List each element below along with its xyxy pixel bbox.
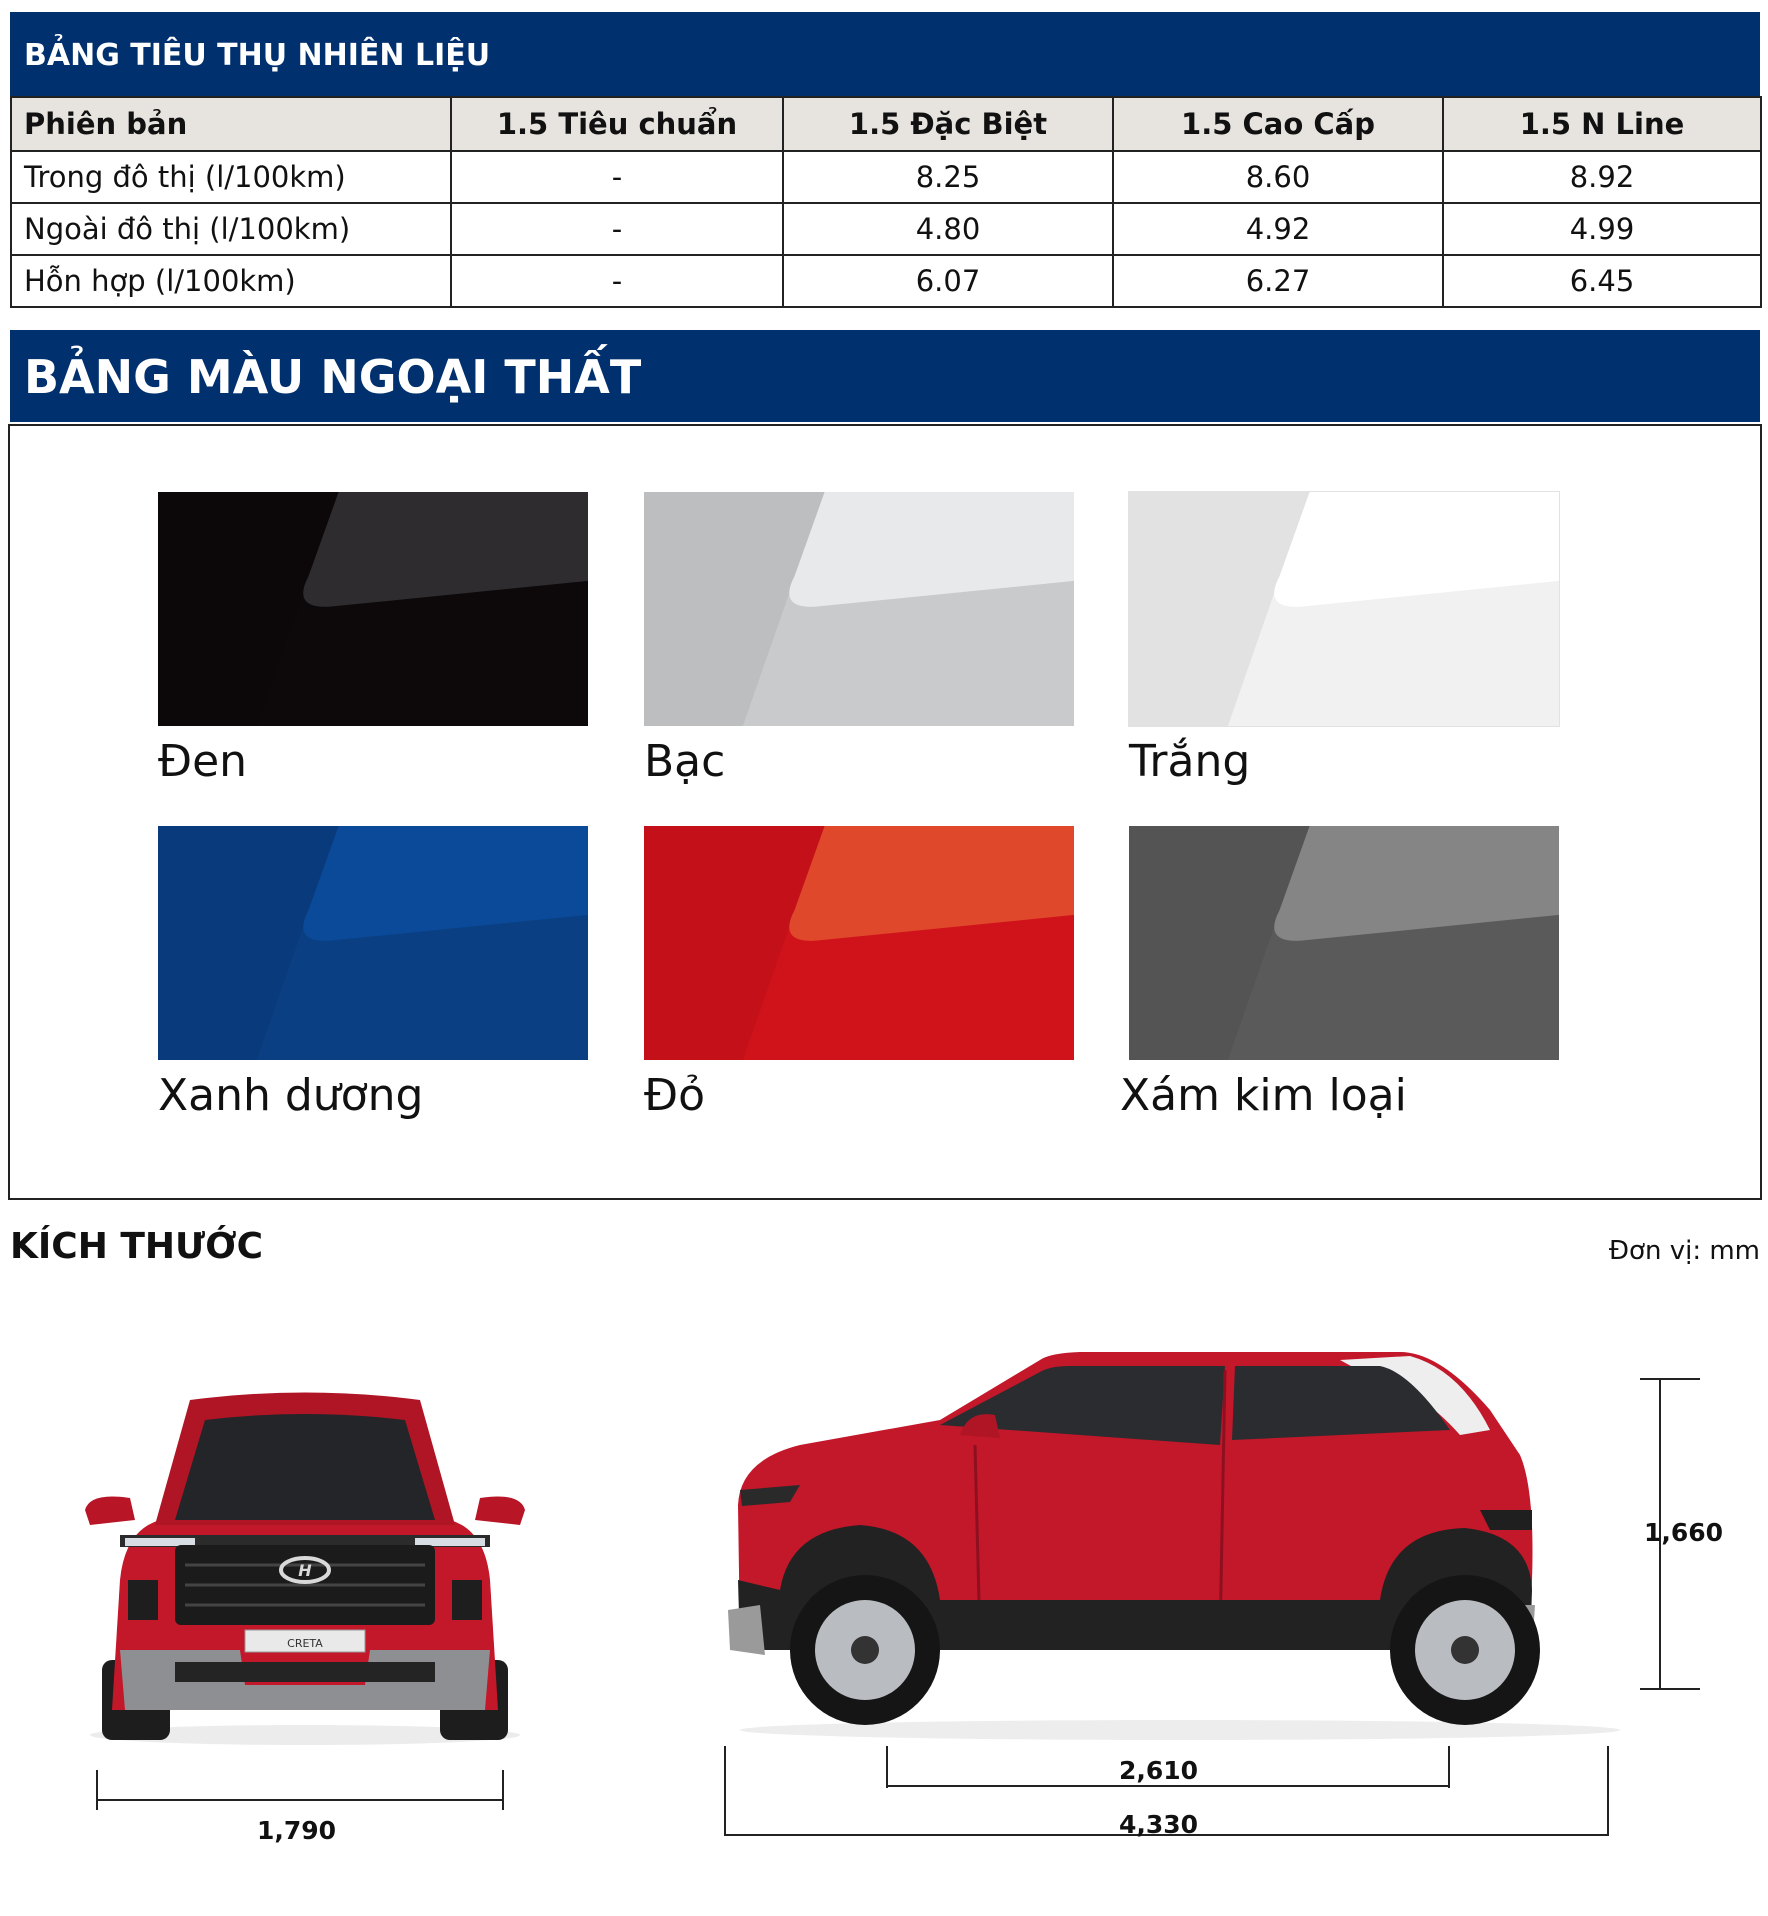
row-label: Ngoài đô thị (l/100km) xyxy=(11,203,451,255)
unit-label: Đơn vị: mm xyxy=(1608,1236,1760,1266)
swatch-grey xyxy=(1129,826,1559,1060)
table-cell: 4.99 xyxy=(1443,203,1761,255)
swatch-red xyxy=(644,826,1074,1060)
table-cell: 8.92 xyxy=(1443,151,1761,203)
table-cell: - xyxy=(451,203,783,255)
column-header-version: Phiên bản xyxy=(11,97,451,151)
plate-badge: CRETA xyxy=(287,1637,323,1650)
swatch-white xyxy=(1129,492,1559,726)
column-header-tieu-chuan: 1.5 Tiêu chuẩn xyxy=(451,97,783,151)
table-cell: 6.45 xyxy=(1443,255,1761,307)
fuel-table-header-row xyxy=(11,97,1761,151)
table-cell: - xyxy=(451,255,783,307)
length-value: 4,330 xyxy=(1119,1810,1199,1839)
table-cell: 6.27 xyxy=(1113,255,1443,307)
swatch-blue xyxy=(158,826,588,1060)
column-header-cao-cap: 1.5 Cao Cấp xyxy=(1113,97,1443,151)
column-header-dac-biet: 1.5 Đặc Biệt xyxy=(783,97,1113,151)
table-cell: 8.25 xyxy=(783,151,1113,203)
row-label: Trong đô thị (l/100km) xyxy=(11,151,451,203)
dimensions-title: KÍCH THƯỚC xyxy=(10,1226,264,1267)
swatch-label-white: Trắng xyxy=(1129,736,1251,787)
swatch-label-silver: Bạc xyxy=(644,736,726,787)
table-row xyxy=(11,255,1761,307)
table-row xyxy=(11,203,1761,255)
fuel-table xyxy=(10,96,1762,308)
column-header-n-line: 1.5 N Line xyxy=(1443,97,1761,151)
table-row xyxy=(11,151,1761,203)
table-cell: - xyxy=(451,151,783,203)
swatch-label-black: Đen xyxy=(158,736,248,787)
swatch-silver xyxy=(644,492,1074,726)
swatch-label-blue: Xanh dương xyxy=(158,1070,424,1121)
width-dimension-line xyxy=(95,1770,515,1810)
car-front-view xyxy=(80,1380,530,1750)
height-value: 1,660 xyxy=(1644,1518,1724,1547)
table-cell: 8.60 xyxy=(1113,151,1443,203)
fuel-table-title: BẢNG TIÊU THỤ NHIÊN LIỆU xyxy=(24,38,491,73)
swatch-black xyxy=(158,492,588,726)
wheelbase-value: 2,610 xyxy=(1119,1756,1199,1785)
colors-section-header xyxy=(10,330,1760,422)
table-cell: 6.07 xyxy=(783,255,1113,307)
row-label: Hỗn hợp (l/100km) xyxy=(11,255,451,307)
table-cell: 4.92 xyxy=(1113,203,1443,255)
swatch-label-red: Đỏ xyxy=(644,1070,706,1121)
colors-section-title: BẢNG MÀU NGOẠI THẤT xyxy=(24,350,642,404)
svg-text:H: H xyxy=(298,1561,312,1580)
swatch-label-grey: Xám kim loại xyxy=(1120,1070,1407,1121)
fuel-table-header xyxy=(10,12,1760,96)
width-value: 1,790 xyxy=(257,1816,337,1845)
table-cell: 4.80 xyxy=(783,203,1113,255)
car-side-view xyxy=(720,1350,1620,1740)
